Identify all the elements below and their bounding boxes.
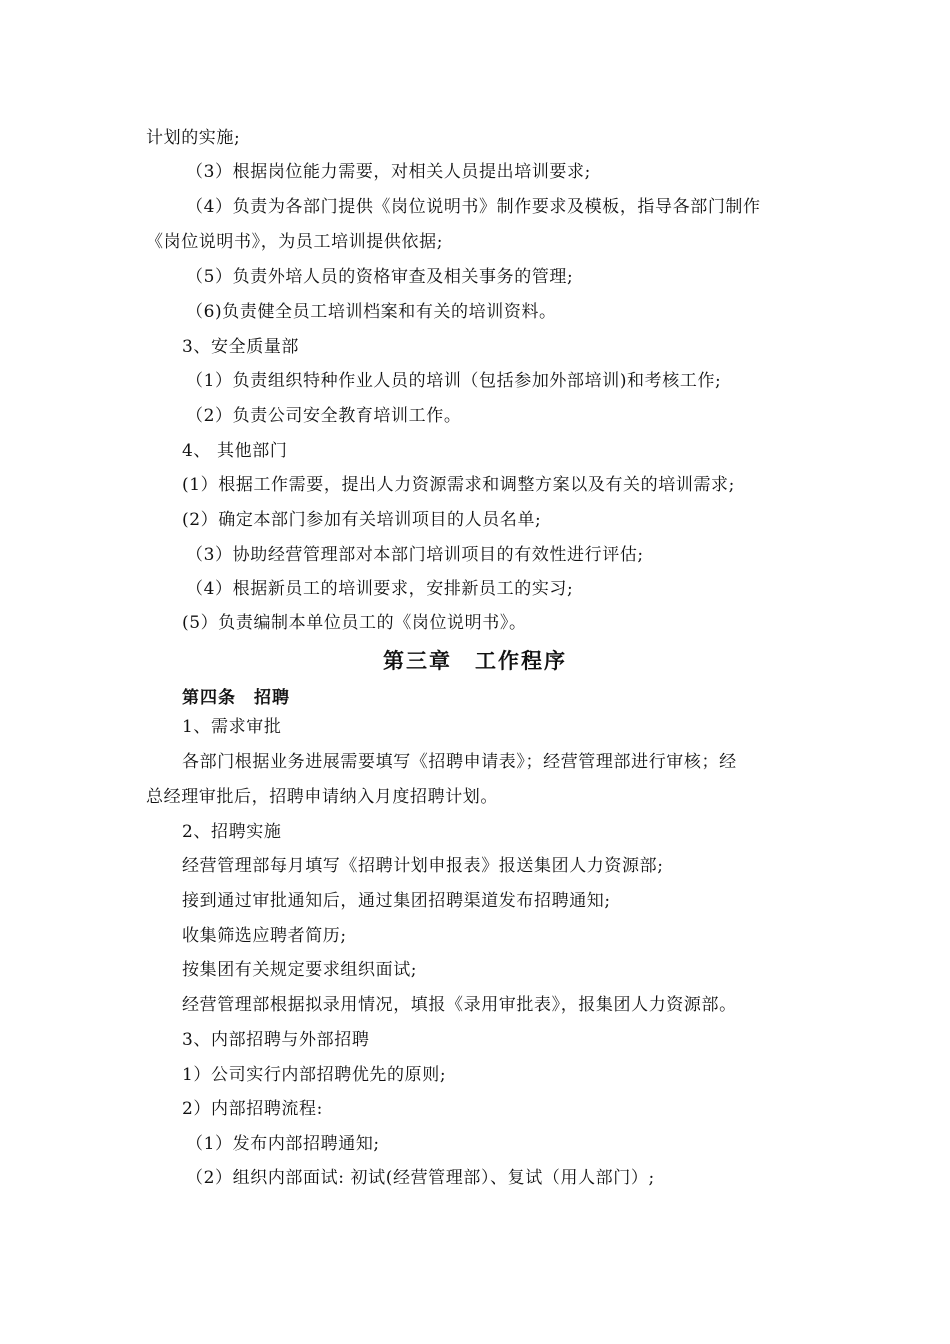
chapter-title: 第三章 工作程序 [383, 649, 567, 673]
section-heading: 3、内部招聘与外部招聘 [182, 1030, 370, 1050]
text-line: (5）负责编制本单位员工的《岗位说明书》。 [182, 613, 527, 633]
text-line: 接到通过审批通知后，通过集团招聘渠道发布招聘通知; [182, 891, 611, 911]
text-line: （5）负责外培人员的资格审查及相关事务的管理; [186, 267, 574, 287]
section-heading: 1、需求审批 [182, 717, 282, 737]
text-line: 各部门根据业务进展需要填写《招聘申请表》；经营管理部进行审核；经 [182, 752, 737, 772]
text-line: （1）负责组织特种作业人员的培训（包括参加外部培训)和考核工作; [186, 371, 722, 391]
text-line: （2）组织内部面试: 初试(经营管理部）、复试（用人部门）; [186, 1168, 655, 1188]
text-line: （1）发布内部招聘通知; [186, 1134, 380, 1154]
text-line: 总经理审批后，招聘申请纳入月度招聘计划。 [146, 787, 498, 807]
text-line: （3）协助经营管理部对本部门培训项目的有效性进行评估; [186, 545, 644, 565]
text-line: 经营管理部每月填写《招聘计划申报表》报送集团人力资源部; [182, 856, 664, 876]
text-line: 《岗位说明书》，为员工培训提供依据; [146, 232, 444, 252]
text-line: （4）根据新员工的培训要求，安排新员工的实习; [186, 579, 574, 599]
text-line: (1）根据工作需要，提出人力资源需求和调整方案以及有关的培训需求; [182, 475, 735, 495]
text-line: 2）内部招聘流程: [182, 1099, 323, 1119]
text-line: 1）公司实行内部招聘优先的原则; [182, 1065, 447, 1085]
text-line: （2）负责公司安全教育培训工作。 [186, 406, 462, 426]
text-line: （3）根据岗位能力需要，对相关人员提出培训要求; [186, 162, 591, 182]
section-heading: 4、 其他部门 [182, 441, 288, 461]
text-line: （6)负责健全员工培训档案和有关的培训资料。 [186, 302, 557, 322]
text-line: 计划的实施; [146, 128, 241, 148]
text-line: 经营管理部根据拟录用情况，填报《录用审批表》，报集团人力资源部。 [182, 995, 737, 1015]
text-line: (2）确定本部门参加有关培训项目的人员名单; [182, 510, 542, 530]
text-line: 按集团有关规定要求组织面试; [182, 960, 418, 980]
article-title: 第四条 招聘 [182, 688, 290, 708]
text-line: 收集筛选应聘者简历; [182, 926, 347, 946]
section-heading: 2、招聘实施 [182, 822, 282, 842]
section-heading: 3、安全质量部 [182, 337, 300, 357]
text-line: （4）负责为各部门提供《岗位说明书》制作要求及模板，指导各部门制作 [186, 197, 761, 217]
